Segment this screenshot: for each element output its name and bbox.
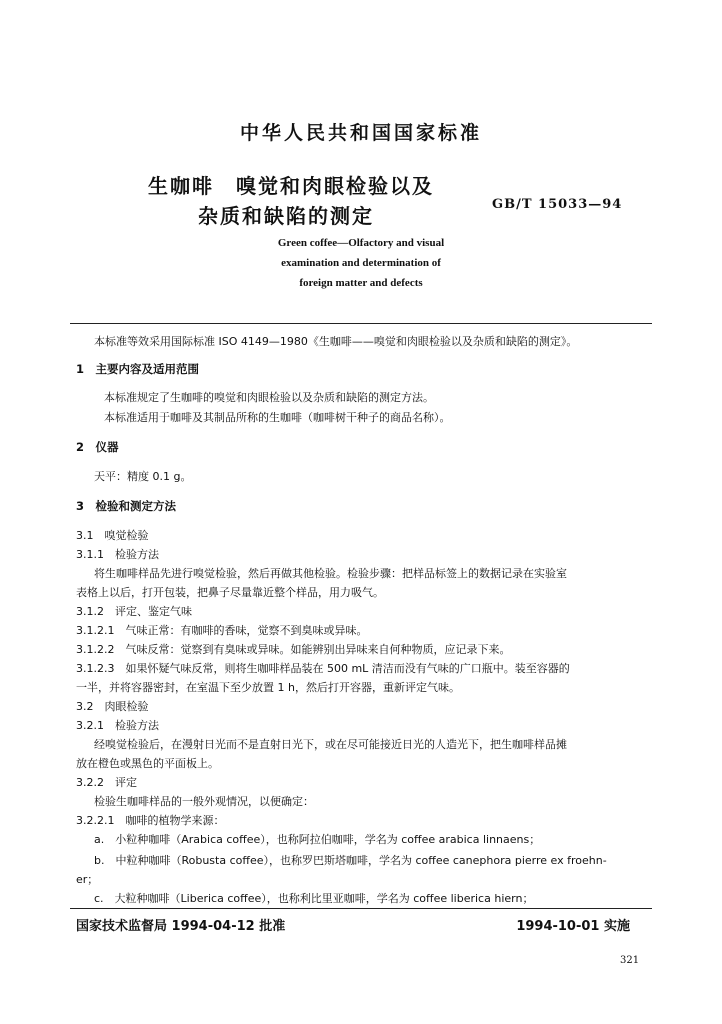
body-text-line: 本标准等效采用国际标准 ISO 4149—1980《生咖啡——嗅觉和肉眼检验以及杂质和缺陷的测定》。 (94, 335, 578, 348)
body-text-line: 一半，并将容器密封，在室温下至少放置 1 h，然后打开容器，重新评定气味。 (76, 681, 460, 694)
english-title-line1: Green coffee—Olfactory and visual (277, 237, 445, 249)
body-text-line: 天平：精度 0.1 g。 (94, 470, 192, 483)
national-standard-heading: 中华人民共和国国家标准 (239, 122, 482, 144)
body-text-line: b. 中粒种咖啡（Robusta coffee），也称罗巴斯塔咖啡，学名为 coffee canephora pierre ex froehn- (94, 854, 607, 867)
document-title-line1: 生咖啡 嗅觉和肉眼检验以及 (148, 174, 434, 198)
body-text-line: 本标准规定了生咖啡的嗅觉和肉眼检验以及杂质和缺陷的测定方法。 (104, 391, 434, 404)
body-text-line: 3.1.2.2 气味反常：觉察到有臭味或异味。如能辨别出异味来自何种物质，应记录下来。 (76, 643, 511, 656)
body-text-line: 3.1.2.1 气味正常：有咖啡的香味，觉察不到臭味或异味。 (76, 624, 368, 637)
body-text-line: 经嗅觉检验后，在漫射日光而不是直射日光下，或在尽可能接近日光的人造光下，把生咖啡样品摊 (94, 738, 567, 751)
english-title-line2: examination and determination of (281, 257, 441, 269)
section-heading: 1 主要内容及适用范围 (76, 362, 200, 376)
section-heading: 2 仪器 (76, 440, 119, 454)
standard-number: GB/T 15033—94 (492, 197, 623, 212)
english-title-line3: foreign matter and defects (299, 277, 423, 289)
body-text-line: 3.2.1 检验方法 (76, 719, 159, 732)
body-text-line: er； (76, 873, 99, 886)
footer-divider (70, 908, 652, 909)
body-text-line: 3.2.2 评定 (76, 776, 137, 789)
body-text-line: 放在橙色或黑色的平面板上。 (76, 757, 219, 770)
header-divider (70, 323, 652, 324)
body-text-line: 本标准适用于咖啡及其制品所称的生咖啡（咖啡树干种子的商品名称）。 (104, 411, 451, 424)
body-text-line: 3.1.2.3 如果怀疑气味反常，则将生咖啡样品装在 500 mL 清洁而没有气味的广口瓶中。装至容器的 (76, 662, 570, 675)
body-text-line: 3.2.2.1 咖啡的植物学来源： (76, 814, 225, 827)
body-text-line: a. 小粒种咖啡（Arabica coffee），也称阿拉伯咖啡，学名为 coffee arabica linnaens； (94, 833, 541, 846)
effective-date: 1994-10-01 实施 (516, 919, 630, 934)
approval-info: 国家技术监督局 1994-04-12 批准 (76, 919, 286, 934)
body-text-line: 3.1.1 检验方法 (76, 548, 159, 561)
page-number: 321 (620, 955, 640, 966)
body-text-line: 3.1.2 评定、鉴定气味 (76, 605, 192, 618)
body-text-line: c. 大粒种咖啡（Liberica coffee），也称利比里亚咖啡，学名为 coffee liberica hiern； (94, 892, 534, 905)
section-heading: 3 检验和测定方法 (76, 499, 177, 513)
body-text-line: 3.1 嗅觉检验 (76, 529, 149, 542)
body-text-line: 将生咖啡样品先进行嗅觉检验，然后再做其他检验。检验步骤：把样品标签上的数据记录在实验室 (94, 567, 567, 580)
document-title-line2: 杂质和缺陷的测定 (198, 204, 374, 228)
body-text-line: 表格上以后，打开包装，把鼻子尽量靠近整个样品，用力吸气。 (76, 586, 384, 599)
body-text-line: 检验生咖啡样品的一般外观情况，以便确定： (94, 795, 314, 808)
body-text-line: 3.2 肉眼检验 (76, 700, 149, 713)
